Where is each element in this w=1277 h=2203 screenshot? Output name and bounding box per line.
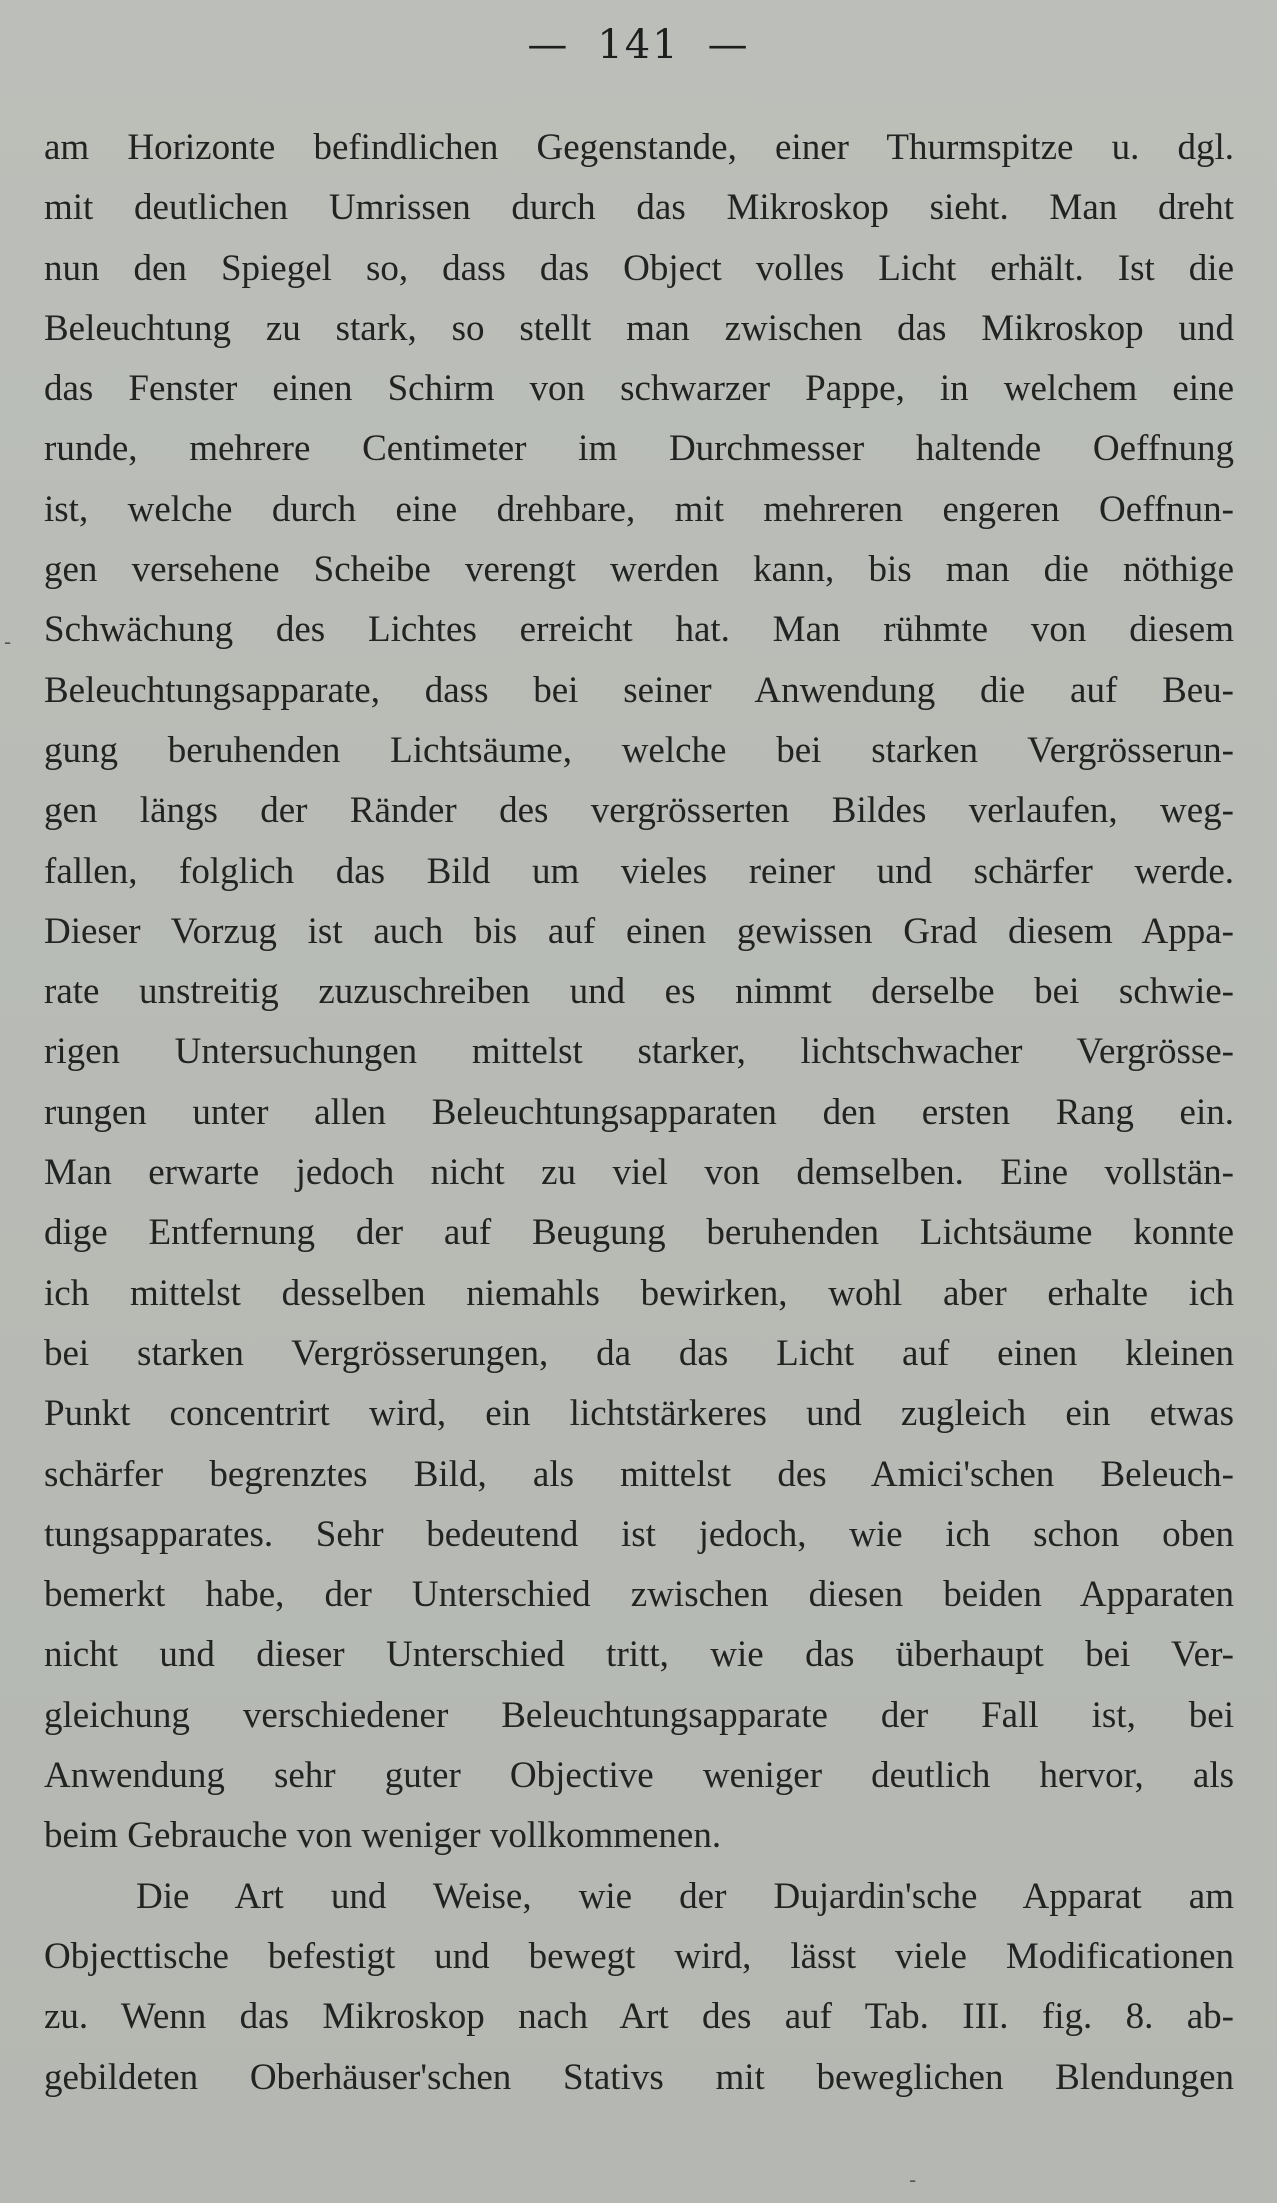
text-line: dige Entfernung der auf Beugung beruhenden Lichtsäume konnte [44,1212,1234,1254]
text-line: nicht und dieser Unterschied tritt, wie das überhaupt bei Ver- [44,1634,1234,1676]
text-line: beim Gebrauche von weniger vollkommenen. [44,1815,722,1857]
text-line: das Fenster einen Schirm von schwarzer Pappe, in welchem eine [44,368,1234,410]
page-number: 141 [597,22,680,68]
bottom-speck: - [909,2168,917,2192]
text-line: mit deutlichen Umrissen durch das Mikroskop sieht. Man dreht [44,187,1234,229]
text-line: Beleuchtung zu stark, so stellt man zwischen das Mikroskop und [44,307,1234,349]
text-line: gebildeten Oberhäuser'schen Stativs mit beweglichen Blendungen [44,2056,1234,2098]
header-dash-right: — [707,22,750,68]
margin-speck: - [4,630,12,654]
text-line: gen längs der Ränder des vergrösserten Bildes verlaufen, weg- [44,790,1234,832]
text-line: Anwendung sehr guter Objective weniger deutlich hervor, als [44,1755,1234,1797]
text-line: Dieser Vorzug ist auch bis auf einen gewissen Grad diesem Appa- [44,910,1234,952]
text-line: am Horizonte befindlichen Gegenstande, einer Thurmspitze u. dgl. [44,127,1234,168]
body-text [44,118,1234,2108]
text-line: schärfer begrenztes Bild, als mittelst des Amici'schen Beleuch- [44,1453,1234,1495]
text-line: gleichung verschiedener Beleuchtungsapparate der Fall ist, bei [44,1694,1234,1736]
text-line: gung beruhenden Lichtsäume, welche bei starken Vergrösserun- [44,729,1234,771]
text-line: ist, welche durch eine drehbare, mit mehreren engeren Oeffnun- [44,488,1234,530]
text-line: rungen unter allen Beleuchtungsapparaten den ersten Rang ein. [44,1091,1234,1133]
text-line: rate unstreitig zuzuschreiben und es nimmt derselbe bei schwie- [44,971,1234,1013]
text-line: rigen Untersuchungen mittelst starker, lichtschwacher Vergrösse- [44,1031,1234,1073]
text-line: bemerkt habe, der Unterschied zwischen diesen beiden Apparaten [44,1574,1234,1616]
text-line: runde, mehrere Centimeter im Durchmesser haltende Oeffnung [44,428,1234,470]
text-line: tungsapparates. Sehr bedeutend ist jedoch, wie ich schon oben [44,1513,1234,1555]
text-line: Objecttische befestigt und bewegt wird, lässt viele Modificationen [44,1935,1234,1977]
text-line: ich mittelst desselben niemahls bewirken, wohl aber erhalte ich [44,1272,1234,1314]
text-line: gen versehene Scheibe verengt werden kann, bis man die nöthige [44,549,1234,591]
text-line: Schwächung des Lichtes erreicht hat. Man rühmte von diesem [44,609,1234,651]
text-line: Punkt concentrirt wird, ein lichtstärkeres und zugleich ein etwas [44,1393,1234,1435]
page-header [0,22,1277,68]
text-line: zu. Wenn das Mikroskop nach Art des auf Tab. III. fig. 8. ab- [44,1996,1234,2038]
text-line: bei starken Vergrösserungen, da das Licht auf einen kleinen [44,1332,1234,1374]
text-line: nun den Spiegel so, dass das Object volles Licht erhält. Ist die [44,247,1234,289]
text-line: Beleuchtungsapparate, dass bei seiner Anwendung die auf Beu- [44,669,1234,711]
text-line: Man erwarte jedoch nicht zu viel von demselben. Eine vollstän- [44,1152,1234,1194]
text-line-paragraph-start: Die Art und Weise, wie der Dujardin'sche Apparat am [136,1875,1234,1917]
text-line: fallen, folglich das Bild um vieles reiner und schärfer werde. [44,850,1234,892]
header-dash-left: — [527,22,570,68]
